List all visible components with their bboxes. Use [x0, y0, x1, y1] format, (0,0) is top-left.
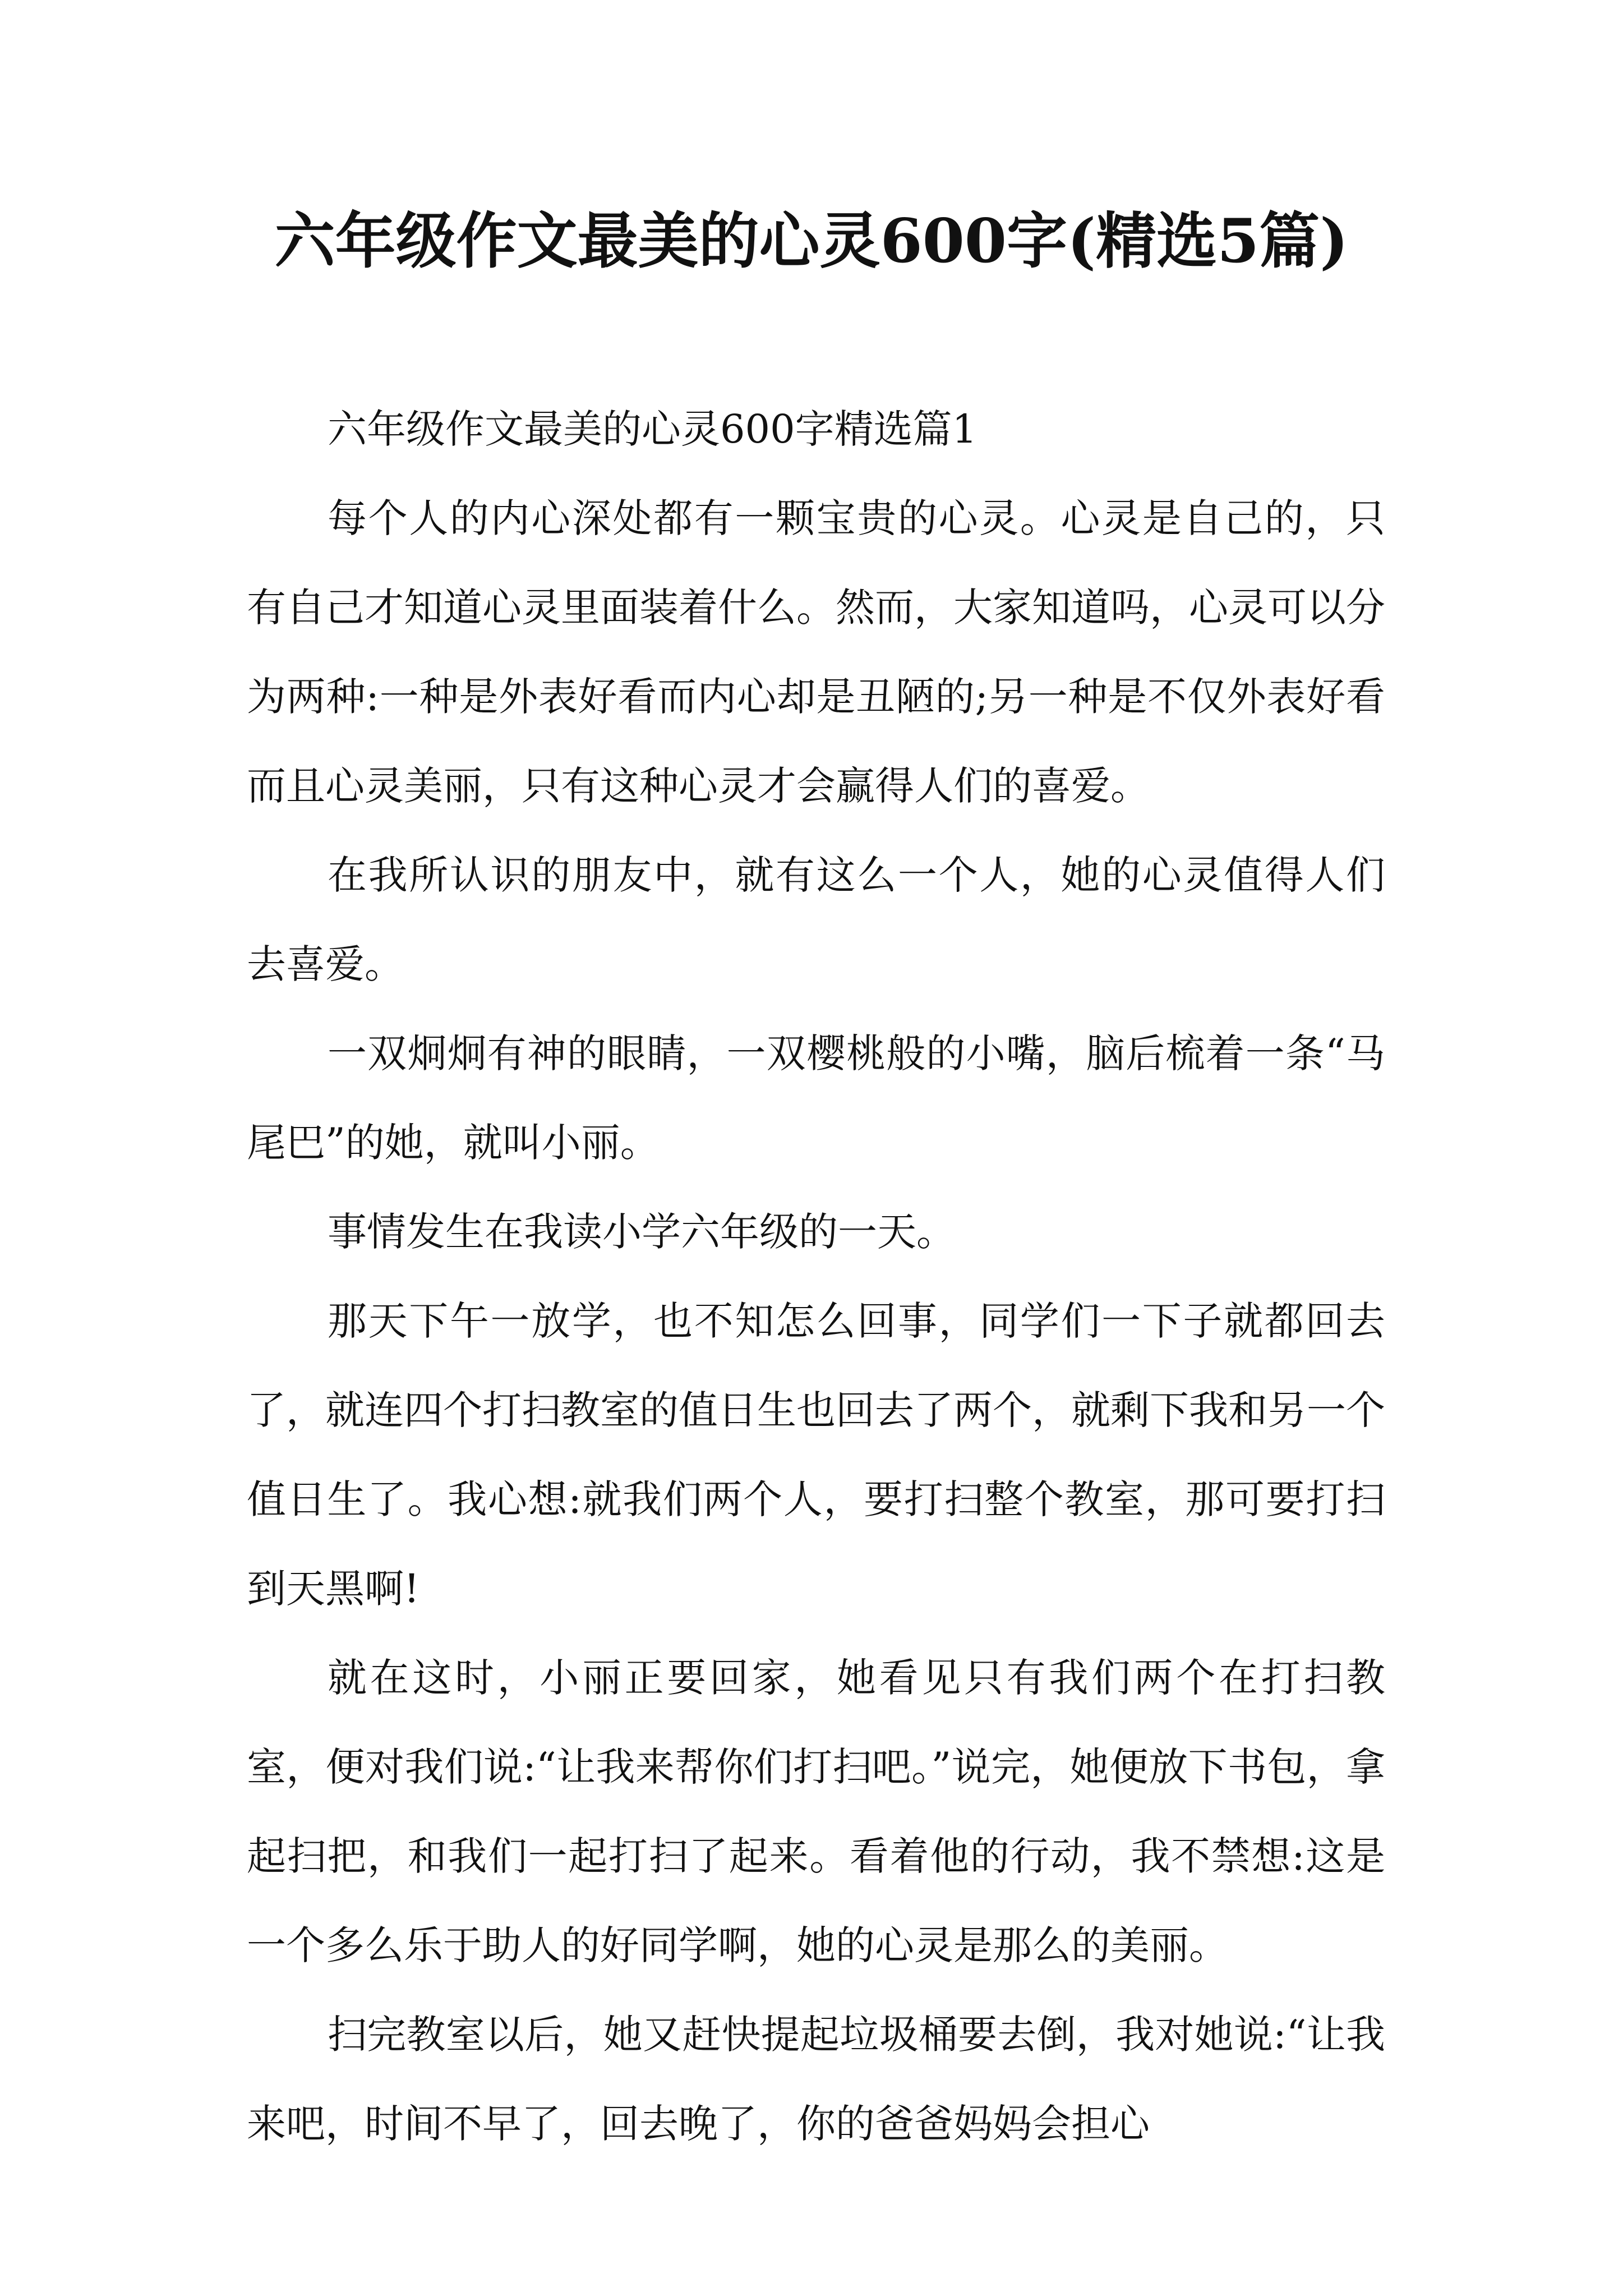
paragraph: 一双炯炯有神的眼睛，一双樱桃般的小嘴，脑后梳着一条“马尾巴”的她，就叫小丽。	[247, 1030, 1385, 1166]
paragraph: 事情发生在我读小学六年级的一天。	[328, 1209, 956, 1255]
section-heading: 六年级作文最美的心灵600字精选篇1	[328, 406, 978, 452]
paragraph: 扫完教室以后，她又赶快提起垃圾桶要去倒，我对她说:“让我来吧，时间不早了，回去晚了，你的爸爸妈妈会担心	[247, 2012, 1385, 2147]
paragraph: 就在这时，小丽正要回家，她看见只有我们两个在打扫教室，便对我们说:“让我来帮你们打扫吧。”说完，她便放下书包，拿起扫把，和我们一起打扫了起来。看着他的行动，我不禁想:这是一个多么乐于助人的好同学啊，她的心灵是那么的美丽。	[247, 1655, 1385, 1968]
document-title: 六年级作文最美的心灵600字(精选5篇)	[274, 206, 1349, 277]
document-body	[247, 385, 1385, 2169]
paragraph: 那天下午一放学，也不知怎么回事，同学们一下子就都回去了，就连四个打扫教室的值日生也回去了两个，就剩下我和另一个值日生了。我心想:就我们两个人，要打扫整个教室，那可要打扫到天黑啊!	[247, 1298, 1385, 1612]
paragraph: 每个人的内心深处都有一颗宝贵的心灵。心灵是自己的，只有自己才知道心灵里面装着什么。然而，大家知道吗，心灵可以分为两种:一种是外表好看而内心却是丑陋的;另一种是不仅外表好看而且心灵美丽，只有这种心灵才会赢得人们的喜爱。	[247, 495, 1385, 809]
paragraph: 在我所认识的朋友中，就有这么一个人，她的心灵值得人们去喜爱。	[247, 852, 1385, 987]
